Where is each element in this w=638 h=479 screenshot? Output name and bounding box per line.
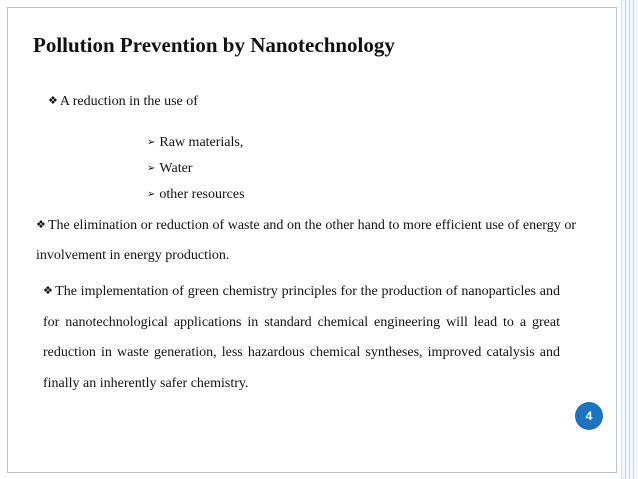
- paragraph-text: The implementation of green chemistry principles for the production of nanoparticles and for nanotechnological applications in standard chemical engineering will lead to a great reduction in waste generation, less hazardous chemical syntheses, improved catalysis and finally an inherently safer chemistry.: [43, 284, 560, 391]
- right-decorative-band: [621, 0, 638, 479]
- subbullet-water: [147, 161, 192, 177]
- arrow-bullet-icon: ➢: [147, 189, 156, 200]
- diamond-bullet-icon: ❖: [36, 218, 46, 231]
- slide-title: Pollution Prevention by Nanotechnology: [33, 33, 395, 57]
- subbullet-text: Raw materials,: [159, 135, 244, 150]
- band-stripe: [625, 0, 626, 479]
- band-stripe: [629, 0, 630, 479]
- bullet-text: A reduction in the use of: [59, 94, 198, 109]
- bullet-green-chemistry-paragraph: [43, 277, 560, 399]
- subbullet-other-resources: [147, 187, 245, 203]
- bullet-reduction: [48, 94, 198, 110]
- arrow-bullet-icon: ➢: [147, 137, 156, 148]
- subbullet-text: other resources: [159, 187, 245, 202]
- band-stripe: [633, 0, 634, 479]
- subbullet-raw-materials: [147, 135, 243, 151]
- diamond-bullet-icon: ❖: [43, 284, 54, 297]
- arrow-bullet-icon: ➢: [147, 163, 156, 174]
- page-number-badge: 4: [575, 402, 603, 430]
- diamond-bullet-icon: ❖: [48, 94, 58, 107]
- subbullet-text: Water: [159, 161, 193, 176]
- paragraph-text: The elimination or reduction of waste and on the other hand to more efficient use of energy or involvement in energy production.: [36, 218, 576, 263]
- bullet-elimination-paragraph: [36, 211, 576, 271]
